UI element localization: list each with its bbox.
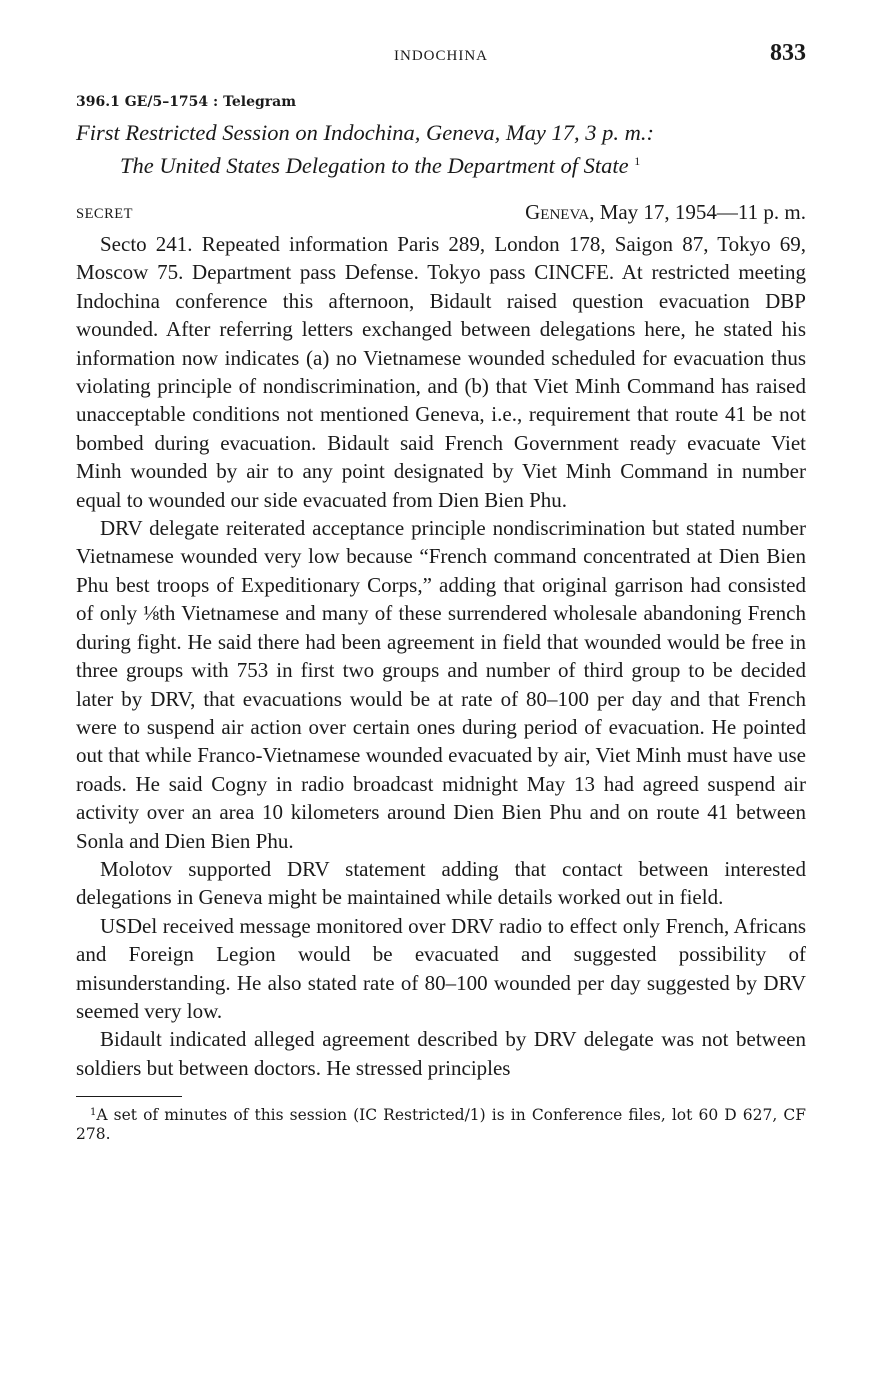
running-head — [76, 40, 806, 76]
dateline-date: , May 17, 1954—11 p. m. — [589, 200, 806, 224]
dateline — [76, 200, 806, 228]
classification-label: SECRET — [76, 206, 133, 222]
running-title: INDOCHINA — [394, 48, 488, 64]
document-title-line2-wrap — [76, 147, 806, 180]
footnote-text: A set of minutes of this session (IC Restricted/1) is in Conference files, lot 60 D 627, CF 278. — [76, 1106, 806, 1144]
dateline-place: Geneva — [525, 200, 590, 224]
document-title-line1: First Restricted Session on Indochina, Geneva, May 17, 3 p. m.: — [76, 120, 655, 145]
file-reference: 396.1 GE/5–1754 : Telegram — [76, 94, 297, 110]
paragraph-5: Bidault indicated alleged agreement described by DRV delegate was not between soldiers but between doctors. He stressed principles — [76, 1027, 806, 1080]
paragraph-3: Molotov supported DRV statement adding that contact between interested delegations in Geneva might be maintained while details worked out in field. — [76, 856, 806, 910]
paragraph-2: DRV delegate reiterated acceptance principle nondiscrimination but stated number Vietnamese wounded very low because “French command concentrated at Dien Bien Phu best troops of Expeditionary Corps,” adding that original garrison had consisted of only ⅛th Vietnamese and many of these surrendered wholesale abandoning French during fight. He said there had been agreement in field that wounded would be free in three groups with 753 in first two groups and number of third group to be decided later by DRV, that evacuations would be at rate of 80–100 per day and that French were to suspend air action over certain ones during period of evacuation. He pointed out that while Franco-Vietnamese wounded evacuated by air, Viet Minh must have use roads. He said Cogny in radio broadcast midnight May 13 had agreed suspend air activity over an area 10 kilometers around Dien Bien Phu and on route 41 between Sonla and Dien Bien Phu. — [76, 516, 806, 853]
footnote-divider — [76, 1096, 182, 1097]
footnote — [76, 1103, 806, 1144]
document-title-line2: The United States Delegation to the Department of State — [120, 153, 629, 178]
paragraph-1: Secto 241. Repeated information Paris 289, London 178, Saigon 87, Tokyo 69, Moscow 75. Department pass Defense. Tokyo pass CINCFE. At restricted meeting Indochina conference this afternoon, Bidault raised question evacuation DBP wounded. After referring letters exchanged between delegations here, he stated his information now indicates (a) no Vietnamese wounded scheduled for evacuation thus violating principle of nondiscrimination, and (b) that Viet Minh Command has raised unacceptable conditions not mentioned Geneva, i.e., requirement that route 41 be not bombed during evacuation. Bidault said French Government ready evacuate Viet Minh wounded by air to any point designated by Viet Minh Command in number equal to wounded our side evacuated from Dien Bien Phu. — [76, 232, 806, 512]
page-number: 833 — [770, 40, 806, 66]
place-and-date — [525, 200, 806, 225]
document-title — [76, 118, 806, 180]
document-page — [76, 40, 806, 1144]
paragraph-4: USDel received message monitored over DRV radio to effect only French, Africans and Foreign Legion would be evacuated and suggested possibility of misunderstanding. He also stated rate of 80–100 wounded per day suggested by DRV seemed very low. — [76, 913, 806, 1023]
title-footnote-marker: 1 — [634, 154, 641, 168]
footnote-marker: 1 — [90, 1107, 97, 1119]
telegram-body — [76, 230, 806, 1082]
